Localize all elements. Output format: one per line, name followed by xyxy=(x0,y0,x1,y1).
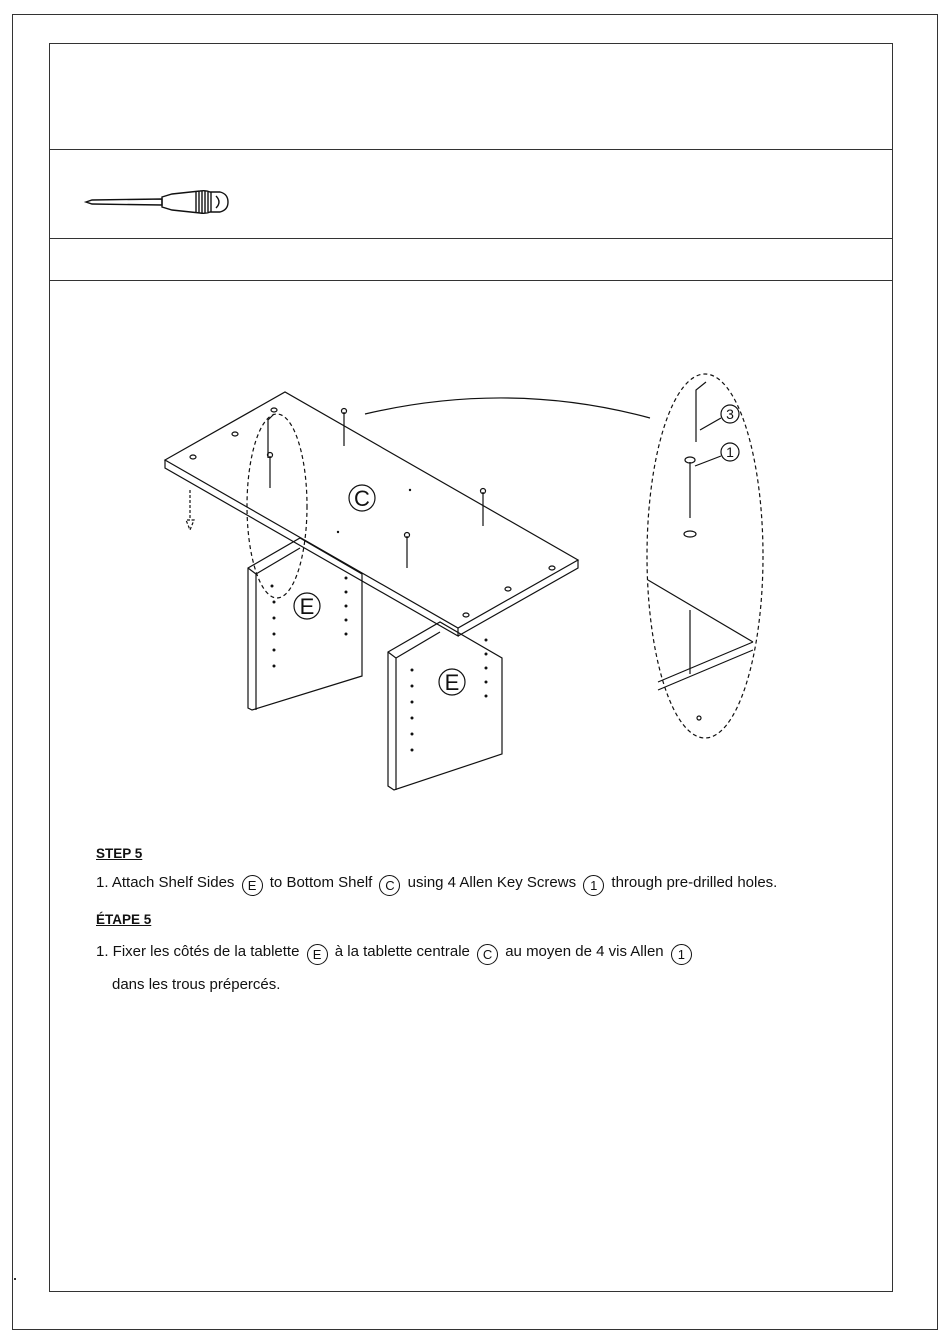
divider-2 xyxy=(49,238,893,239)
label-e-right: E xyxy=(444,670,460,695)
side-panel-left xyxy=(248,538,362,710)
ref-c: C xyxy=(379,875,400,896)
step-instruction-fr-line2: dans les trous prépercés. xyxy=(112,976,281,993)
step-instruction-fr: 1. Fixer les côtés de la tablette E à la tablette centrale C au moyen de 4 vis Allen 1 xyxy=(96,943,695,965)
ref-e: E xyxy=(242,875,263,896)
label-c: C xyxy=(354,486,370,511)
step-heading-fr: ÉTAPE 5 xyxy=(96,912,152,927)
divider-1 xyxy=(49,149,893,150)
shelf-c-top xyxy=(165,392,578,628)
ref-e-fr: E xyxy=(307,944,328,965)
step-heading-en: STEP 5 xyxy=(96,846,143,861)
label-e-left: E xyxy=(299,594,315,619)
callout-3: 3 xyxy=(726,406,734,422)
divider-3 xyxy=(49,280,893,281)
scan-mark xyxy=(14,1278,16,1280)
callout-1: 1 xyxy=(726,444,734,460)
side-panel-right xyxy=(388,622,502,790)
ref-c-fr: C xyxy=(477,944,498,965)
ref-1-fr: 1 xyxy=(671,944,692,965)
step-instruction-en: 1. Attach Shelf Sides E to Bottom Shelf C using 4 Allen Key Screws 1 through pre-drilled holes. xyxy=(96,874,777,896)
ref-1: 1 xyxy=(583,875,604,896)
screwdriver-icon xyxy=(80,182,240,222)
assembly-diagram xyxy=(150,370,780,800)
